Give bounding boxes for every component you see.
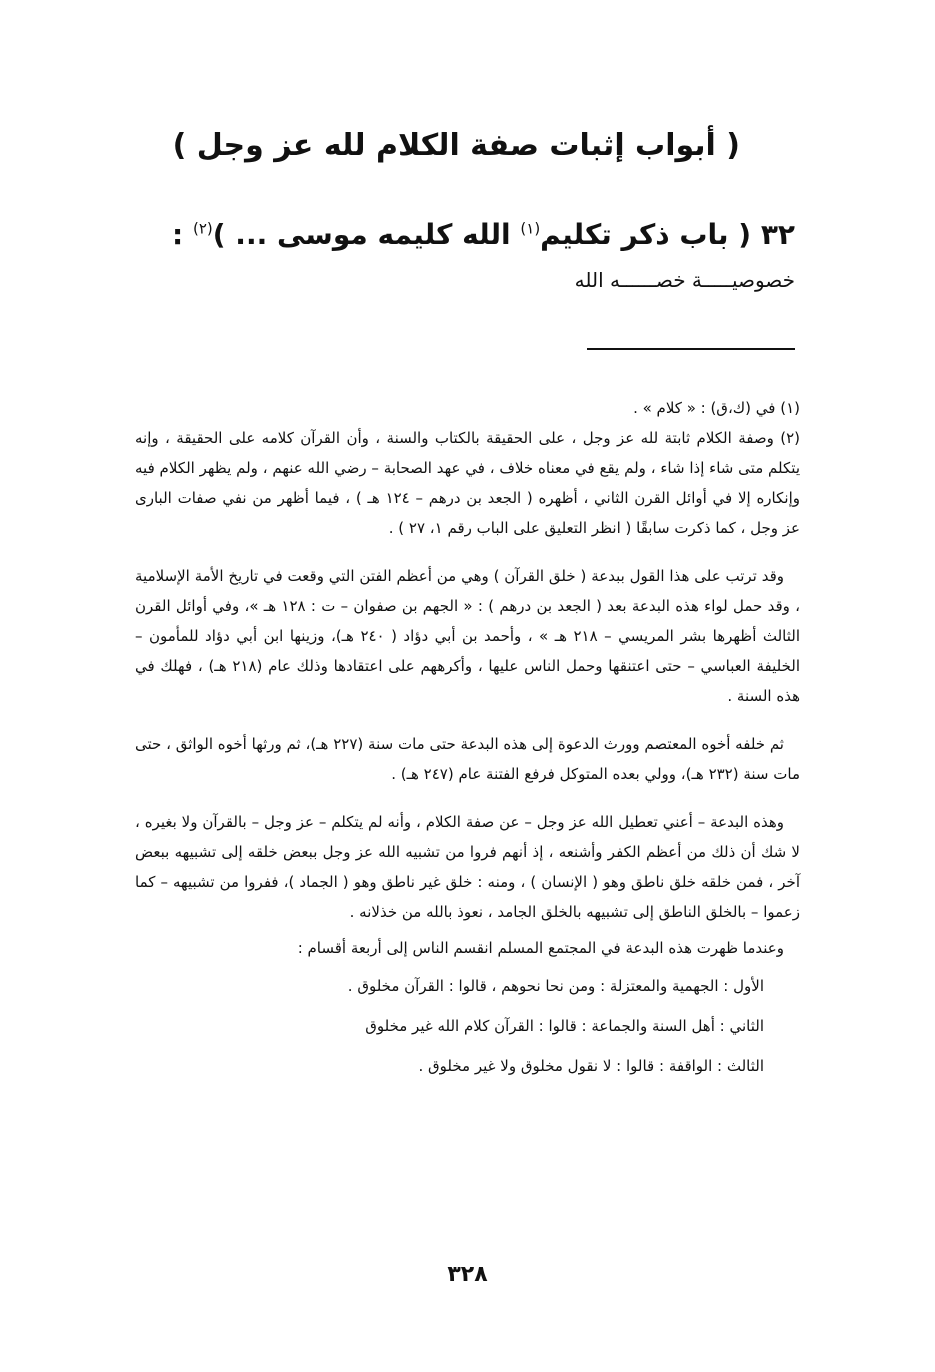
- footnote-2: (٢) وصفة الكلام ثابتة لله عز وجل ، على الحقيقة بالكتاب والسنة ، وأن القرآن كلامه على الحقيقة ، وإنه يتكلم متى شاء إذا شاء ، ولم يقع في معناه خلاف ، في عهد الصحابة – رضي الله عنهم ، ولم يظهر الكلام فيه وإنكاره إلا في أوائل القرن الثاني ، أظهره ( الجعد بن درهم – ١٢٤ هـ ) ، فيما أظهر من نفي صفات البارى عز وجل ، كما ذكرت سابقًا ( انظر التعليق على الباب رقم ١، ٢٧ ) .: [135, 429, 800, 537]
- chapter-subtitle: خصوصيـــــة خصــــــه الله: [574, 268, 795, 292]
- footnote-ref-2: (٢): [192, 219, 213, 238]
- chapter-heading: [172, 218, 795, 251]
- section-title: ( أبواب إثبات صفة الكلام لله عز وجل ): [172, 128, 740, 163]
- division-item: الثالث : الواقفة : قالوا : لا نقول مخلوق ولا غير مخلوق .: [418, 1057, 764, 1075]
- footnote-paragraph: ثم خلفه أخوه المعتصم وورث الدعوة إلى هذه البدعة حتى مات سنة (٢٢٧ هـ)، ثم ورثها أخوه الواثق ، حتى مات سنة (٢٣٢ هـ)، وولي بعده المتوكل فرفع الفتنة عام (٢٤٧ هـ) .: [135, 735, 800, 783]
- division-item: الأول : الجهمية والمعتزلة : ومن نحا نحوهم ، قالوا : القرآن مخلوق .: [347, 977, 764, 995]
- page-number: ٣٢٨: [447, 1262, 488, 1287]
- footnote-divider: [587, 348, 795, 350]
- chapter-heading-main: ٣٢ ( باب ذكر تكليم: [540, 218, 795, 251]
- chapter-heading-end: :: [172, 218, 193, 251]
- footnote-paragraph: وقد ترتب على هذا القول ببدعة ( خلق القرآن ) وهي من أعظم الفتن التي وقعت في تاريخ الأمة الإسلامية ، وقد حمل لواء هذه البدعة بعد ( الجعد بن درهم ) : « الجهم بن صفوان – ت : ١٢٨ هـ »، وفي أوائل القرن الثالث أظهرها بشر المريسي – ٢١٨ هـ » ، وأحمد بن أبي دؤاد ( ٢٤٠ هـ)، وزينها ابن أبي دؤاد للمأمون – الخليفة العباسي – حتى اعتنقها وحمل الناس عليها ، وأكرههم على اعتقادها وذلك عام (٢١٨ هـ) ، فهلك في هذه السنة .: [135, 567, 801, 705]
- footnote-ref-1: (١): [520, 219, 541, 238]
- footnote-paragraph: وهذه البدعة – أعني تعطيل الله عز وجل – عن صفة الكلام ، وأنه لم يتكلم – عز وجل – بالقرآن ولا بغيره ، لا شك أن ذلك من أعظم الكفر وأشنعه ، إذ أنهم فروا من تشبيه الله عز وجل ببعض خلقه إلى تشبيهه ببعض آخر ، فمن خلقه خلق ناطق وهو ( الإنسان ) ، ومنه : خلق غير ناطق وهو ( الجماد )، ففروا من تشبيهه – كما زعموا – بالخلق الناطق إلى تشبيهه بالخلق الجامد ، نعوذ بالله من خذلانه .: [135, 813, 800, 921]
- division-item: الثاني : أهل السنة والجماعة : قالوا : القرآن كلام الله غير مخلوق: [365, 1017, 764, 1035]
- footnote-1: (١) في (ك،ق) : « كلام » .: [633, 399, 800, 417]
- chapter-heading-mid: الله كليمه موسى ... ): [212, 218, 521, 251]
- footnotes: [135, 393, 800, 1083]
- footnote-paragraph: وعندما ظهرت هذه البدعة في المجتمع المسلم انقسم الناس إلى أربعة أقسام :: [297, 939, 784, 957]
